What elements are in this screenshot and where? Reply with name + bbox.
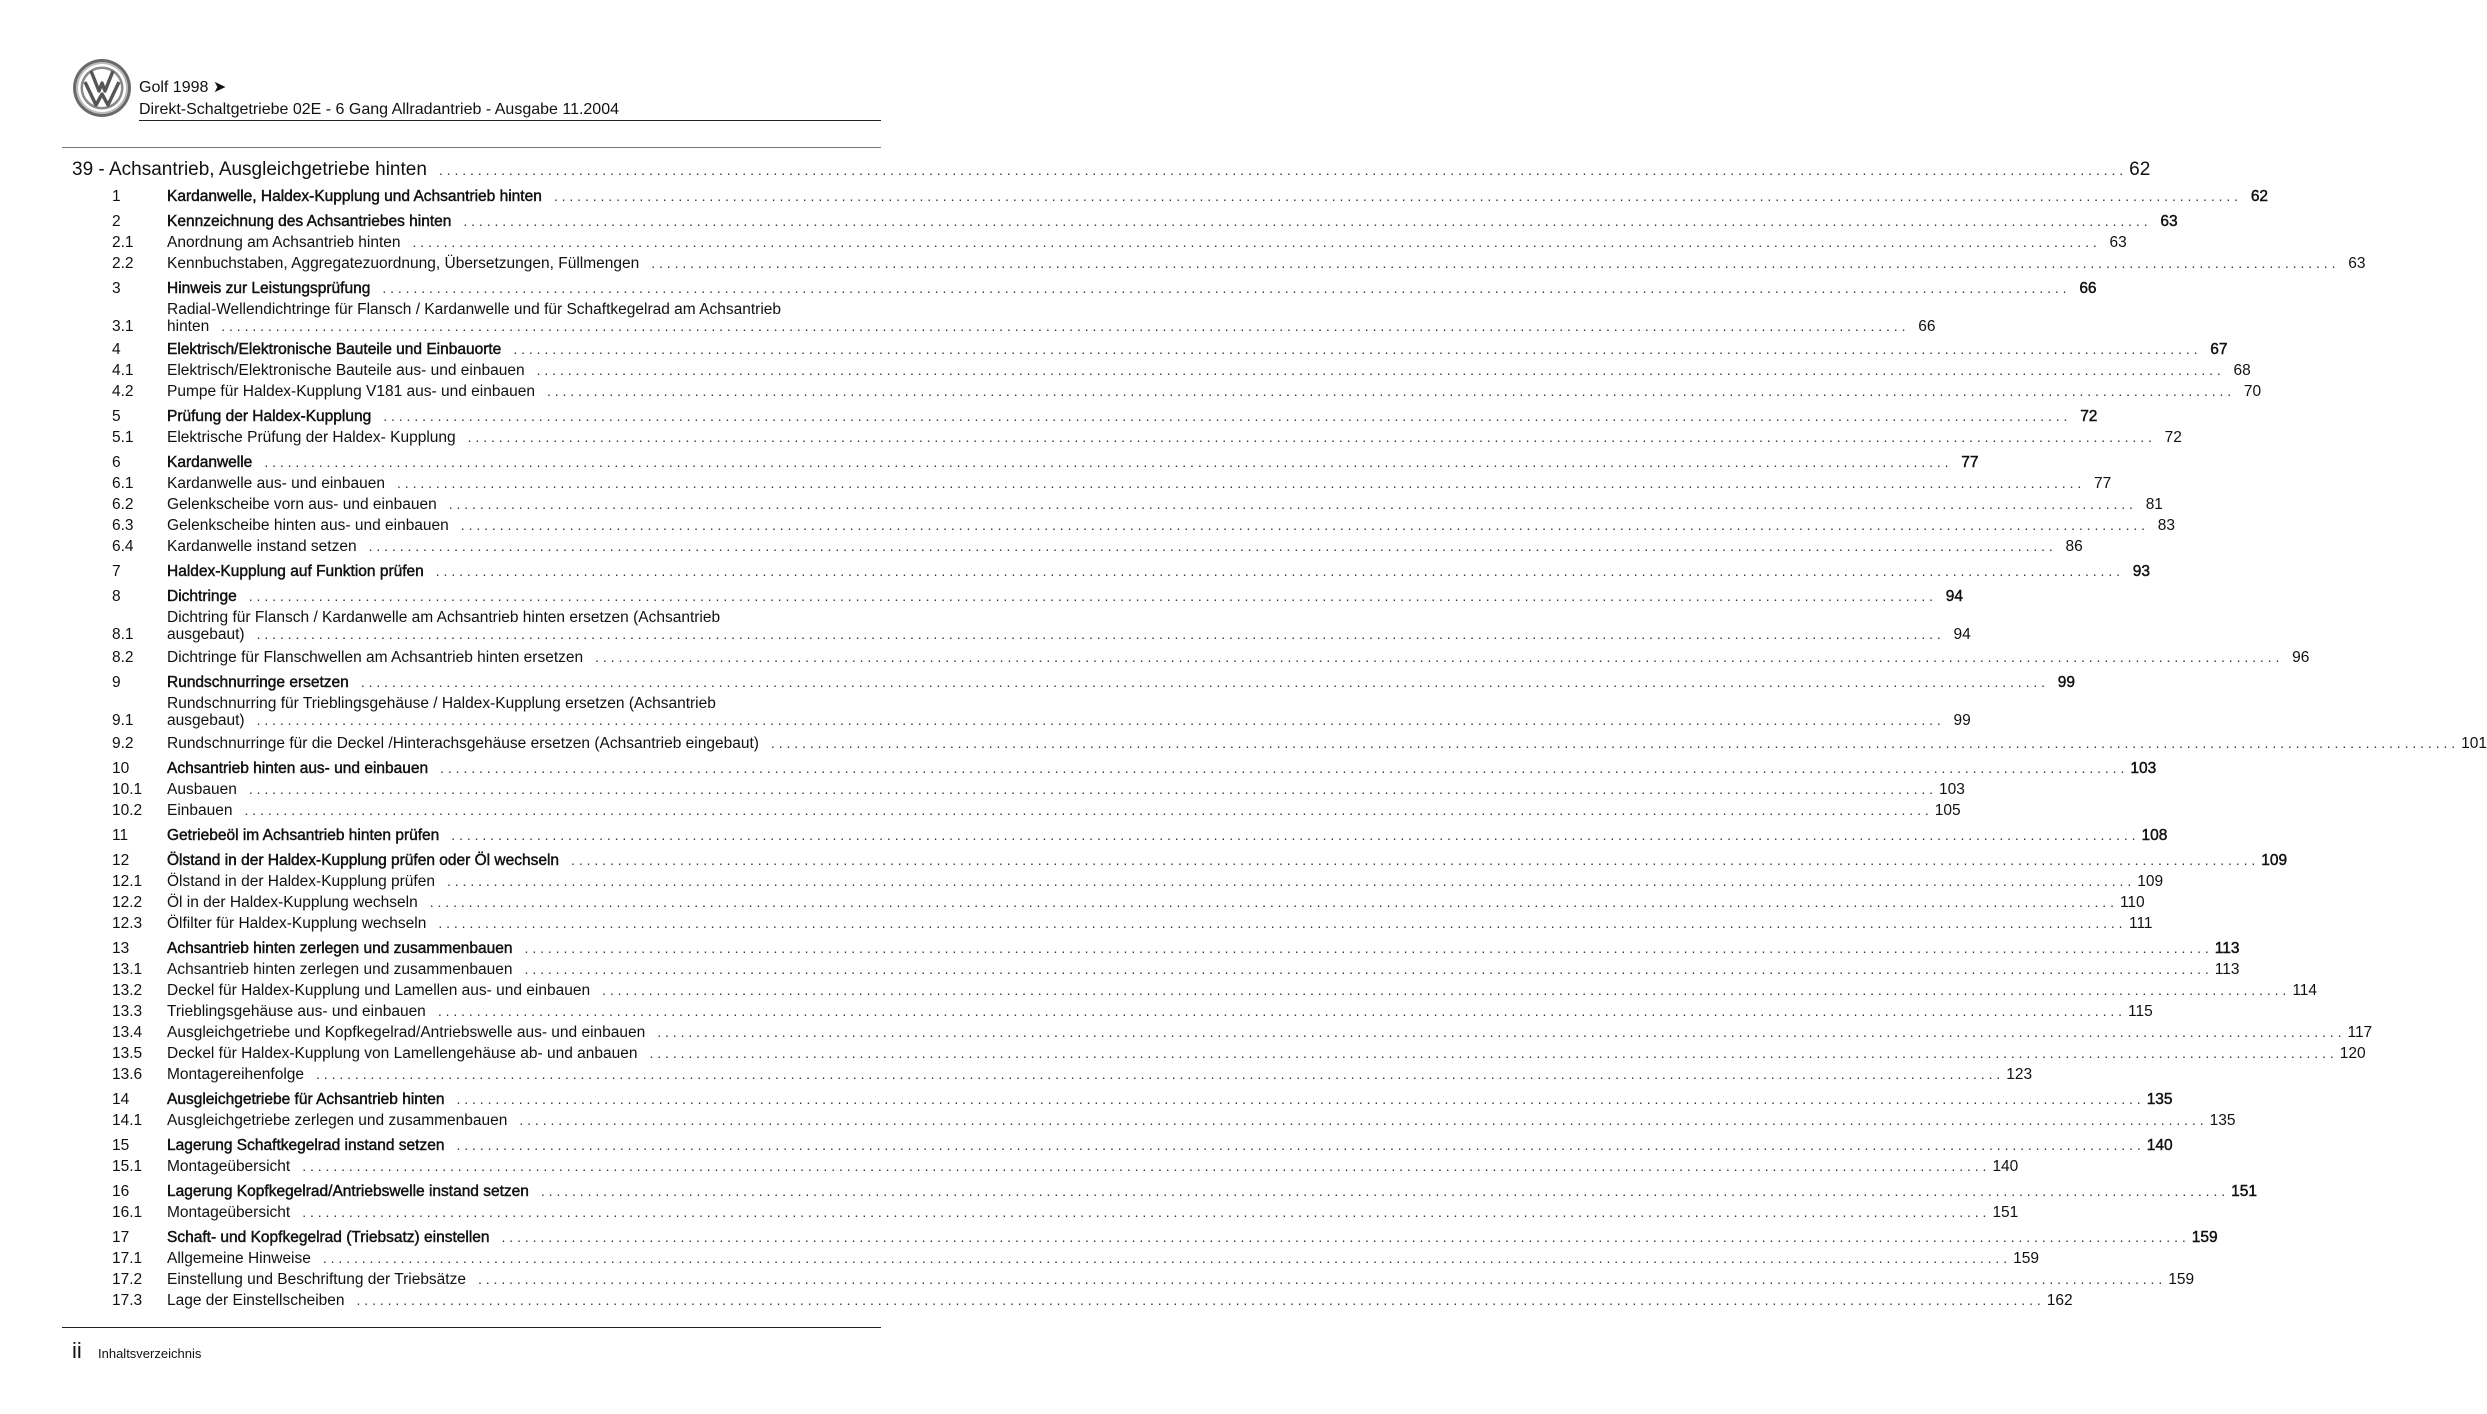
toc-entry-page: 68 bbox=[2233, 362, 2251, 379]
toc-subsection-entry[interactable] bbox=[112, 381, 2262, 402]
toc-entry-page: 135 bbox=[2209, 1112, 2236, 1129]
dot-leader bbox=[357, 1290, 2041, 1311]
toc-entry-page: 159 bbox=[2191, 1229, 2218, 1246]
toc-subsection-entry[interactable] bbox=[112, 1248, 2039, 1269]
toc-entry-page: 159 bbox=[2013, 1250, 2039, 1267]
toc-entry-title: Lage der Einstellscheiben bbox=[167, 1292, 345, 1309]
toc-entry-number: 13.6 bbox=[112, 1066, 143, 1083]
toc-entry-number: 2.1 bbox=[112, 234, 134, 251]
toc-entry-title: Gelenkscheibe vorn aus- und einbauen bbox=[167, 496, 437, 513]
toc-entry-title: Ausgleichgetriebe für Achsantrieb hinten bbox=[167, 1091, 445, 1108]
toc-entry-number: 13.5 bbox=[112, 1045, 143, 1062]
dot-leader bbox=[438, 913, 2122, 934]
toc-entry-number: 3 bbox=[112, 280, 121, 297]
toc-entry-page: 93 bbox=[2132, 563, 2150, 580]
toc-section-entry[interactable] bbox=[112, 1227, 2218, 1248]
footer-page-numeral: ii bbox=[72, 1338, 82, 1363]
dot-leader bbox=[650, 1043, 2334, 1064]
toc-section-entry[interactable] bbox=[112, 339, 2228, 360]
toc-entry-page: 162 bbox=[2046, 1292, 2073, 1309]
toc-entry-page: 140 bbox=[2146, 1137, 2173, 1154]
dot-leader bbox=[382, 278, 2066, 299]
header-subtitle: Direkt-Schaltgetriebe 02E - 6 Gang Allradantrieb - Ausgabe 11.2004 bbox=[139, 101, 619, 118]
toc-entry-number: 17 bbox=[112, 1229, 130, 1246]
toc-subsection-entry[interactable] bbox=[112, 232, 2127, 253]
dot-leader bbox=[430, 892, 2114, 913]
toc-entry-page: 70 bbox=[2243, 383, 2262, 400]
toc-entry-number: 13.3 bbox=[112, 1003, 143, 1020]
toc-section-entry[interactable] bbox=[112, 850, 2288, 871]
toc-subsection-entry[interactable] bbox=[112, 536, 2083, 557]
toc-entry-page: 109 bbox=[2137, 873, 2164, 890]
toc-entry-number: 6.2 bbox=[112, 496, 134, 513]
toc-entry-page: 81 bbox=[2145, 496, 2163, 513]
toc-entry-page: 109 bbox=[2261, 852, 2288, 869]
toc-entry-number: 14 bbox=[112, 1091, 130, 1108]
toc-entry-title: Kardanwelle bbox=[167, 454, 253, 471]
dot-leader bbox=[537, 360, 2221, 381]
dot-leader bbox=[456, 1089, 2140, 1110]
toc-section-entry[interactable] bbox=[112, 938, 2240, 959]
header-title: Golf 1998 ➤ bbox=[139, 79, 227, 96]
toc-entry-page: 94 bbox=[1953, 626, 1971, 643]
footer-section-label: Inhaltsverzeichnis bbox=[98, 1346, 202, 1361]
toc-entry-number: 8 bbox=[112, 588, 121, 605]
toc-subsection-entry[interactable] bbox=[112, 733, 2487, 754]
chapter-page: 62 bbox=[2129, 159, 2151, 180]
toc-entry-title: Radial-Wellendichtringe für Flansch / Kardanwelle und für Schaftkegelrad am Achsantrieb bbox=[167, 301, 782, 318]
toc-entry-title: Hinweis zur Leistungsprüfung bbox=[167, 280, 371, 297]
toc-entry-number: 13.1 bbox=[112, 961, 143, 978]
dot-leader bbox=[316, 1064, 2000, 1085]
dot-leader bbox=[447, 871, 2131, 892]
toc-entry-page: 113 bbox=[2214, 961, 2240, 978]
toc-entry-number: 17.1 bbox=[112, 1250, 143, 1267]
toc-entry-page: 63 bbox=[2348, 255, 2366, 272]
toc-section-entry[interactable] bbox=[112, 758, 2157, 779]
dot-leader bbox=[651, 253, 2335, 274]
dot-leader bbox=[413, 232, 2097, 253]
dot-leader bbox=[302, 1202, 1986, 1223]
toc-subsection-entry[interactable] bbox=[112, 871, 2164, 892]
toc-entry-title: Achsantrieb hinten aus- und einbauen bbox=[167, 760, 429, 777]
toc-entry-page: 62 bbox=[2250, 188, 2269, 205]
toc-subsection-entry[interactable] bbox=[112, 1064, 2033, 1085]
toc-entry-number: 13 bbox=[112, 940, 130, 957]
dot-leader bbox=[245, 800, 1929, 821]
toc-entry-page: 117 bbox=[2347, 1024, 2373, 1041]
toc-entry-page: 159 bbox=[2168, 1271, 2195, 1288]
toc-entry-number: 6.4 bbox=[112, 538, 134, 555]
toc-entry-page: 66 bbox=[2079, 280, 2097, 297]
toc-entry-page: 63 bbox=[2109, 234, 2127, 251]
toc-entry-title: Allgemeine Hinweise bbox=[167, 1250, 311, 1267]
toc-subsection-entry[interactable] bbox=[112, 695, 1971, 729]
toc-entry-page: 67 bbox=[2210, 341, 2228, 358]
toc-entry-number: 5.1 bbox=[112, 429, 134, 446]
dot-leader bbox=[502, 1227, 2186, 1248]
toc-entry-title-continued: hinten bbox=[167, 318, 210, 335]
table-of-contents bbox=[112, 182, 2487, 1311]
toc-entry-title: Öl in der Haldex-Kupplung wechseln bbox=[167, 894, 418, 911]
dot-leader bbox=[456, 1135, 2140, 1156]
toc-entry-title: Ölstand in der Haldex-Kupplung prüfen oder Öl wechseln bbox=[167, 852, 560, 869]
toc-entry-title: Montageübersicht bbox=[167, 1204, 291, 1221]
toc-subsection-entry[interactable] bbox=[112, 301, 1936, 335]
toc-entry-page: 66 bbox=[1918, 318, 1936, 335]
toc-entry-number: 11 bbox=[112, 827, 129, 844]
toc-entry-number: 9 bbox=[112, 674, 121, 691]
toc-section-entry[interactable] bbox=[112, 186, 2269, 207]
header-divider bbox=[139, 120, 881, 121]
chapter-heading[interactable] bbox=[72, 156, 2151, 182]
toc-entry-title: Kardanwelle aus- und einbauen bbox=[167, 475, 386, 492]
dot-leader bbox=[439, 158, 2123, 182]
dot-leader bbox=[525, 938, 2209, 959]
toc-entry-number: 12.1 bbox=[112, 873, 143, 890]
dot-leader bbox=[221, 318, 1905, 335]
toc-entry-title: Kennzeichnung des Achsantriebes hinten bbox=[167, 213, 452, 230]
toc-section-entry[interactable] bbox=[112, 561, 2150, 582]
dot-leader bbox=[571, 850, 2255, 871]
dot-leader bbox=[595, 647, 2279, 668]
dot-leader bbox=[468, 427, 2152, 448]
dot-leader bbox=[463, 211, 2147, 232]
toc-entry-title: Haldex-Kupplung auf Funktion prüfen bbox=[167, 563, 424, 580]
toc-entry-number: 17.3 bbox=[112, 1292, 143, 1309]
toc-entry-number: 10 bbox=[112, 760, 130, 777]
toc-entry-number: 9.1 bbox=[112, 712, 134, 729]
dot-leader bbox=[383, 406, 2067, 427]
toc-subsection-entry[interactable] bbox=[112, 1290, 2073, 1311]
toc-entry-page: 114 bbox=[2292, 982, 2318, 999]
toc-entry-number: 2 bbox=[112, 213, 121, 230]
toc-entry-title: Einbauen bbox=[167, 802, 233, 819]
dot-leader bbox=[302, 1156, 1986, 1177]
toc-entry-page: 103 bbox=[2130, 760, 2157, 777]
toc-section-entry[interactable] bbox=[112, 586, 1963, 607]
dot-leader bbox=[440, 758, 2124, 779]
toc-entry-page: 120 bbox=[2339, 1045, 2366, 1062]
dot-leader bbox=[257, 626, 1941, 643]
toc-subsection-entry[interactable] bbox=[112, 1269, 2195, 1290]
toc-entry-title: Kardanwelle instand setzen bbox=[167, 538, 357, 555]
toc-entry-page: 77 bbox=[1961, 454, 1979, 471]
toc-entry-title: Ausgleichgetriebe zerlegen und zusammenbauen bbox=[167, 1112, 508, 1129]
toc-entry-title: Elektrisch/Elektronische Bauteile aus- und einbauen bbox=[167, 362, 525, 379]
toc-entry-title: Anordnung am Achsantrieb hinten bbox=[167, 234, 401, 251]
dot-leader bbox=[541, 1181, 2225, 1202]
toc-subsection-entry[interactable] bbox=[112, 609, 1971, 643]
chapter-title: 39 - Achsantrieb, Ausgleichgetriebe hinten bbox=[72, 159, 427, 180]
dot-leader bbox=[451, 825, 2135, 846]
toc-entry-number: 13.4 bbox=[112, 1024, 143, 1041]
dot-leader bbox=[449, 494, 2133, 515]
toc-subsection-entry[interactable] bbox=[112, 1043, 2366, 1064]
toc-entry-number: 1 bbox=[112, 188, 121, 205]
toc-entry-title: Prüfung der Haldex-Kupplung bbox=[167, 408, 372, 425]
dot-leader bbox=[461, 515, 2145, 536]
toc-entry-title: Dichtringe für Flanschwellen am Achsantrieb hinten ersetzen bbox=[167, 649, 584, 666]
toc-entry-title: Dichtringe bbox=[167, 588, 237, 605]
toc-entry-page: 86 bbox=[2065, 538, 2083, 555]
toc-entry-number: 10.2 bbox=[112, 802, 143, 819]
toc-entry-title: Trieblingsgehäuse aus- und einbauen bbox=[167, 1003, 426, 1020]
toc-entry-title: Getriebeöl im Achsantrieb hinten prüfen bbox=[167, 827, 440, 844]
toc-entry-title: Schaft- und Kopfkegelrad (Triebsatz) einstellen bbox=[167, 1229, 490, 1246]
dot-leader bbox=[547, 381, 2231, 402]
toc-entry-page: 113 bbox=[2214, 940, 2240, 957]
toc-subsection-entry[interactable] bbox=[112, 1001, 2153, 1022]
toc-entry-number: 8.1 bbox=[112, 626, 134, 643]
toc-entry-title: Elektrische Prüfung der Haldex- Kupplung bbox=[167, 429, 456, 446]
dot-leader bbox=[436, 561, 2120, 582]
toc-entry-page: 140 bbox=[1992, 1158, 2019, 1175]
toc-entry-page: 72 bbox=[2080, 408, 2098, 425]
toc-section-entry[interactable] bbox=[112, 1181, 2257, 1202]
toc-entry-number: 6.1 bbox=[112, 475, 134, 492]
toc-entry-title: Einstellung und Beschriftung der Triebsätze bbox=[167, 1271, 466, 1288]
toc-entry-title: Montageübersicht bbox=[167, 1158, 291, 1175]
toc-entry-number: 15.1 bbox=[112, 1158, 143, 1175]
toc-section-entry[interactable] bbox=[112, 1135, 2173, 1156]
dot-leader bbox=[602, 980, 2286, 1001]
dot-leader bbox=[478, 1269, 2162, 1290]
toc-entry-page: 99 bbox=[2057, 674, 2076, 691]
toc-subsection-entry[interactable] bbox=[112, 360, 2251, 381]
toc-entry-page: 83 bbox=[2157, 517, 2176, 534]
toc-section-entry[interactable] bbox=[112, 278, 2097, 299]
toc-entry-page: 151 bbox=[1992, 1204, 2019, 1221]
toc-entry-title: Rundschnurring für Trieblingsgehäuse / Haldex-Kupplung ersetzen (Achsantrieb bbox=[167, 695, 716, 712]
toc-section-entry[interactable] bbox=[112, 672, 2076, 693]
toc-top-divider bbox=[62, 147, 881, 148]
dot-leader bbox=[525, 959, 2209, 980]
dot-leader bbox=[369, 536, 2053, 557]
toc-entry-number: 5 bbox=[112, 408, 121, 425]
toc-subsection-entry[interactable] bbox=[112, 892, 2145, 913]
toc-entry-number: 10.1 bbox=[112, 781, 143, 798]
toc-subsection-entry[interactable] bbox=[112, 800, 1961, 821]
toc-entry-number: 7 bbox=[112, 563, 121, 580]
toc-subsection-entry[interactable] bbox=[112, 253, 2366, 274]
toc-entry-title: Achsantrieb hinten zerlegen und zusammenbauen bbox=[167, 961, 513, 978]
toc-entry-number: 6 bbox=[112, 454, 121, 471]
toc-entry-number: 3.1 bbox=[112, 318, 134, 335]
toc-entry-title: Lagerung Schaftkegelrad instand setzen bbox=[167, 1137, 445, 1154]
vw-logo-icon bbox=[72, 58, 132, 118]
dot-leader bbox=[264, 452, 1948, 473]
toc-entry-page: 151 bbox=[2231, 1183, 2257, 1200]
toc-entry-page: 105 bbox=[1934, 802, 1961, 819]
toc-entry-title: Rundschnurringe ersetzen bbox=[167, 674, 349, 691]
toc-subsection-entry[interactable] bbox=[112, 980, 2318, 1001]
toc-entry-number: 12.2 bbox=[112, 894, 143, 911]
toc-entry-page: 77 bbox=[2094, 475, 2112, 492]
toc-entry-number: 12 bbox=[112, 852, 130, 869]
toc-entry-title-continued: ausgebaut) bbox=[167, 712, 245, 729]
toc-entry-page: 103 bbox=[1939, 781, 1965, 798]
toc-subsection-entry[interactable] bbox=[112, 494, 2163, 515]
toc-entry-number: 15 bbox=[112, 1137, 130, 1154]
toc-entry-page: 111 bbox=[2128, 915, 2153, 932]
toc-entry-number: 16 bbox=[112, 1183, 130, 1200]
toc-subsection-entry[interactable] bbox=[112, 1202, 2019, 1223]
toc-entry-page: 135 bbox=[2146, 1091, 2173, 1108]
toc-entry-number: 8.2 bbox=[112, 649, 134, 666]
toc-subsection-entry[interactable] bbox=[112, 515, 2176, 536]
toc-entry-title: Ausbauen bbox=[167, 781, 237, 798]
toc-section-entry[interactable] bbox=[112, 825, 2168, 846]
toc-entry-page: 72 bbox=[2164, 429, 2182, 446]
toc-entry-title: Ausgleichgetriebe und Kopfkegelrad/Antriebswelle aus- und einbauen bbox=[167, 1024, 646, 1041]
dot-leader bbox=[519, 1110, 2203, 1131]
toc-entry-title: Dichtring für Flansch / Kardanwelle am Achsantrieb hinten ersetzen (Achsantrieb bbox=[167, 609, 721, 626]
toc-subsection-entry[interactable] bbox=[112, 1156, 2019, 1177]
dot-leader bbox=[361, 672, 2045, 693]
toc-entry-title: Montagereihenfolge bbox=[167, 1066, 305, 1083]
toc-section-entry[interactable] bbox=[112, 406, 2098, 427]
toc-subsection-entry[interactable] bbox=[112, 913, 2153, 934]
toc-entry-page: 101 bbox=[2461, 735, 2487, 752]
dot-leader bbox=[323, 1248, 2007, 1269]
toc-entry-title: Deckel für Haldex-Kupplung und Lamellen aus- und einbauen bbox=[167, 982, 591, 999]
toc-subsection-entry[interactable] bbox=[112, 1022, 2373, 1043]
toc-section-entry[interactable] bbox=[112, 452, 1979, 473]
toc-subsection-entry[interactable] bbox=[112, 473, 2112, 494]
toc-entry-number: 13.2 bbox=[112, 982, 143, 999]
toc-entry-title: Kardanwelle, Haldex-Kupplung und Achsantrieb hinten bbox=[167, 188, 542, 205]
toc-section-entry[interactable] bbox=[112, 1089, 2173, 1110]
toc-entry-title: Rundschnurringe für die Deckel /Hinterachsgehäuse ersetzen (Achsantrieb eingebaut) bbox=[167, 735, 759, 752]
dot-leader bbox=[513, 339, 2197, 360]
toc-subsection-entry[interactable] bbox=[112, 427, 2182, 448]
toc-entry-number: 2.2 bbox=[112, 255, 134, 272]
toc-subsection-entry[interactable] bbox=[112, 779, 1965, 800]
dot-leader bbox=[397, 473, 2081, 494]
toc-entry-number: 6.3 bbox=[112, 517, 134, 534]
dot-leader bbox=[438, 1001, 2122, 1022]
toc-entry-title: Ölfilter für Haldex-Kupplung wechseln bbox=[167, 915, 427, 932]
toc-entry-title: Lagerung Kopfkegelrad/Antriebswelle instand setzen bbox=[167, 1183, 529, 1200]
toc-entry-title: Pumpe für Haldex-Kupplung V181 aus- und einbauen bbox=[167, 383, 535, 400]
toc-entry-title: Deckel für Haldex-Kupplung von Lamellengehäuse ab- und anbauen bbox=[167, 1045, 638, 1062]
toc-entry-title: Kennbuchstaben, Aggregatezuordnung, Übersetzungen, Füllmengen bbox=[167, 255, 640, 272]
toc-entry-title: Ölstand in der Haldex-Kupplung prüfen bbox=[167, 873, 435, 890]
toc-entry-number: 17.2 bbox=[112, 1271, 143, 1288]
toc-entry-page: 63 bbox=[2160, 213, 2178, 230]
toc-subsection-entry[interactable] bbox=[112, 647, 2310, 668]
dot-leader bbox=[249, 779, 1933, 800]
dot-leader bbox=[771, 733, 2455, 754]
toc-entry-title: Elektrisch/Elektronische Bauteile und Einbauorte bbox=[167, 341, 502, 358]
toc-subsection-entry[interactable] bbox=[112, 1110, 2236, 1131]
footer-divider bbox=[62, 1327, 881, 1328]
dot-leader bbox=[554, 186, 2238, 207]
toc-entry-number: 16.1 bbox=[112, 1204, 143, 1221]
toc-entry-page: 96 bbox=[2292, 649, 2310, 666]
toc-entry-title-continued: ausgebaut) bbox=[167, 626, 245, 643]
dot-leader bbox=[657, 1022, 2341, 1043]
toc-entry-title: Gelenkscheibe hinten aus- und einbauen bbox=[167, 517, 449, 534]
toc-entry-page: 110 bbox=[2119, 894, 2145, 911]
toc-section-entry[interactable] bbox=[112, 211, 2178, 232]
toc-entry-number: 4 bbox=[112, 341, 121, 358]
toc-entry-page: 115 bbox=[2128, 1003, 2153, 1020]
toc-entry-page: 123 bbox=[2006, 1066, 2033, 1083]
toc-entry-title: Achsantrieb hinten zerlegen und zusammenbauen bbox=[167, 940, 513, 957]
toc-entry-number: 12.3 bbox=[112, 915, 143, 932]
toc-entry-page: 108 bbox=[2141, 827, 2168, 844]
toc-entry-page: 99 bbox=[1953, 712, 1971, 729]
toc-entry-number: 4.1 bbox=[112, 362, 134, 379]
toc-entry-number: 14.1 bbox=[112, 1112, 143, 1129]
toc-entry-page: 94 bbox=[1945, 588, 1963, 605]
toc-entry-number: 4.2 bbox=[112, 383, 134, 400]
dot-leader bbox=[249, 586, 1933, 607]
toc-entry-number: 9.2 bbox=[112, 735, 134, 752]
toc-subsection-entry[interactable] bbox=[112, 959, 2240, 980]
dot-leader bbox=[257, 712, 1941, 729]
